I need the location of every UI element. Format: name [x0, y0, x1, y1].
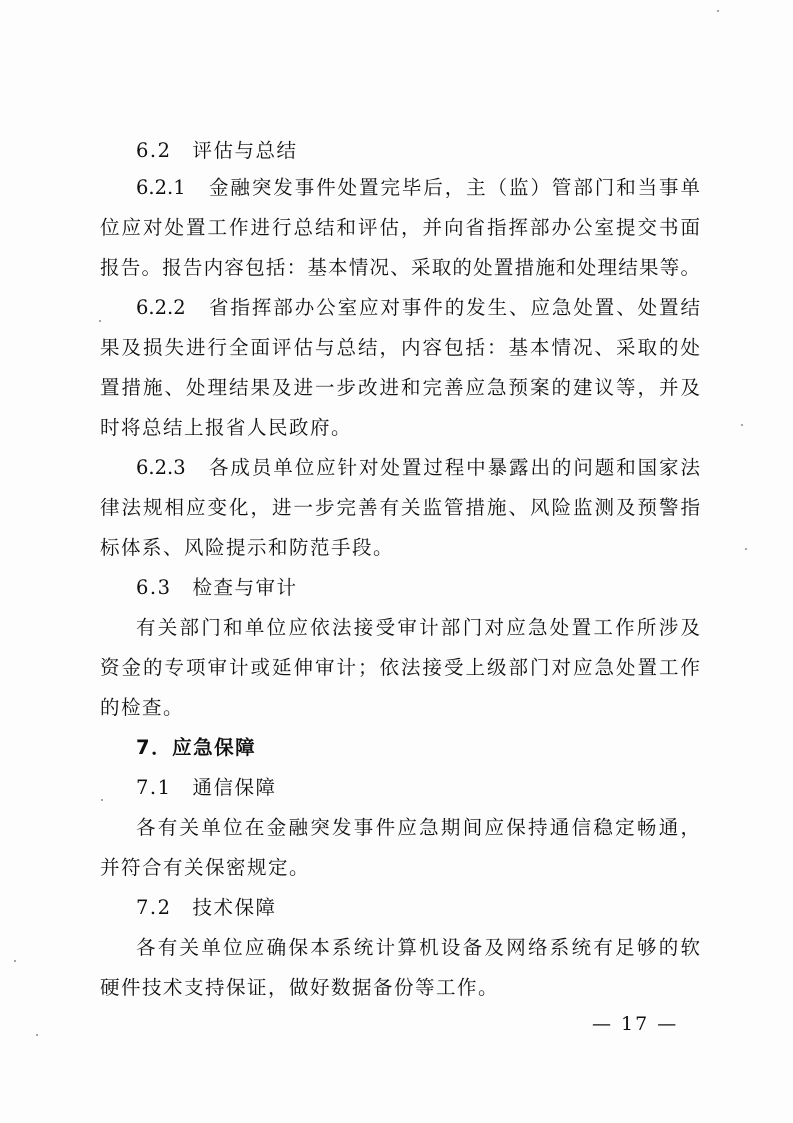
paragraph-line: 资金的专项审计或延伸审计；依法接受上级部门对应急处置工作 [100, 656, 700, 679]
paragraph-line: 置措施、处理结果及进一步改进和完善应急预案的建议等，并及 [100, 376, 700, 399]
paragraph-line: 报告。报告内容包括：基本情况、采取的处置措施和处理结果等。 [100, 256, 700, 279]
paragraph-line: 位应对处置工作进行总结和评估，并向省指挥部办公室提交书面 [100, 216, 700, 239]
paragraph-line: 律法规相应变化，进一步完善有关监管措施、风险监测及预警指 [100, 496, 700, 519]
scan-speck [14, 960, 16, 962]
paragraph-line: 果及损失进行全面评估与总结，内容包括：基本情况、采取的处 [100, 336, 700, 359]
paragraph-line: 并符合有关保密规定。 [100, 856, 311, 879]
scan-speck [717, 10, 719, 12]
paragraph-line: 标体系、风险提示和防范手段。 [100, 536, 395, 559]
paragraph-line: 6.2.3 各成员单位应针对处置过程中暴露出的问题和国家法 [136, 456, 700, 479]
paragraph-line: 的检查。 [100, 696, 185, 719]
section-heading-6-2: 6.2 评估与总结 [136, 139, 298, 162]
scan-speck [36, 1034, 38, 1036]
chapter-heading-7: 7．应急保障 [136, 736, 257, 759]
scan-speck [99, 320, 101, 322]
section-heading-6-3: 6.3 检查与审计 [136, 576, 298, 599]
paragraph-line: 有关部门和单位应依法接受审计部门对应急处置工作所涉及 [136, 616, 700, 639]
paragraph-line: 各有关单位在金融突发事件应急期间应保持通信稳定畅通， [136, 816, 700, 839]
section-heading-7-2: 7.2 技术保障 [136, 896, 277, 919]
scan-speck [745, 548, 747, 550]
paragraph-line: 6.2.1 金融突发事件处置完毕后，主（监）管部门和当事单 [136, 176, 700, 199]
paragraph-line: 各有关单位应确保本系统计算机设备及网络系统有足够的软 [136, 936, 700, 959]
paragraph-line: 硬件技术支持保证，做好数据备份等工作。 [100, 976, 500, 999]
paragraph-line: 时将总结上报省人民政府。 [100, 416, 353, 439]
scan-speck [741, 424, 743, 426]
paragraph-line: 6.2.2 省指挥部办公室应对事件的发生、应急处置、处置结 [136, 296, 700, 319]
page-number: — 17 — [592, 1013, 679, 1035]
section-heading-7-1: 7.1 通信保障 [136, 776, 277, 799]
scan-speck [101, 799, 103, 801]
